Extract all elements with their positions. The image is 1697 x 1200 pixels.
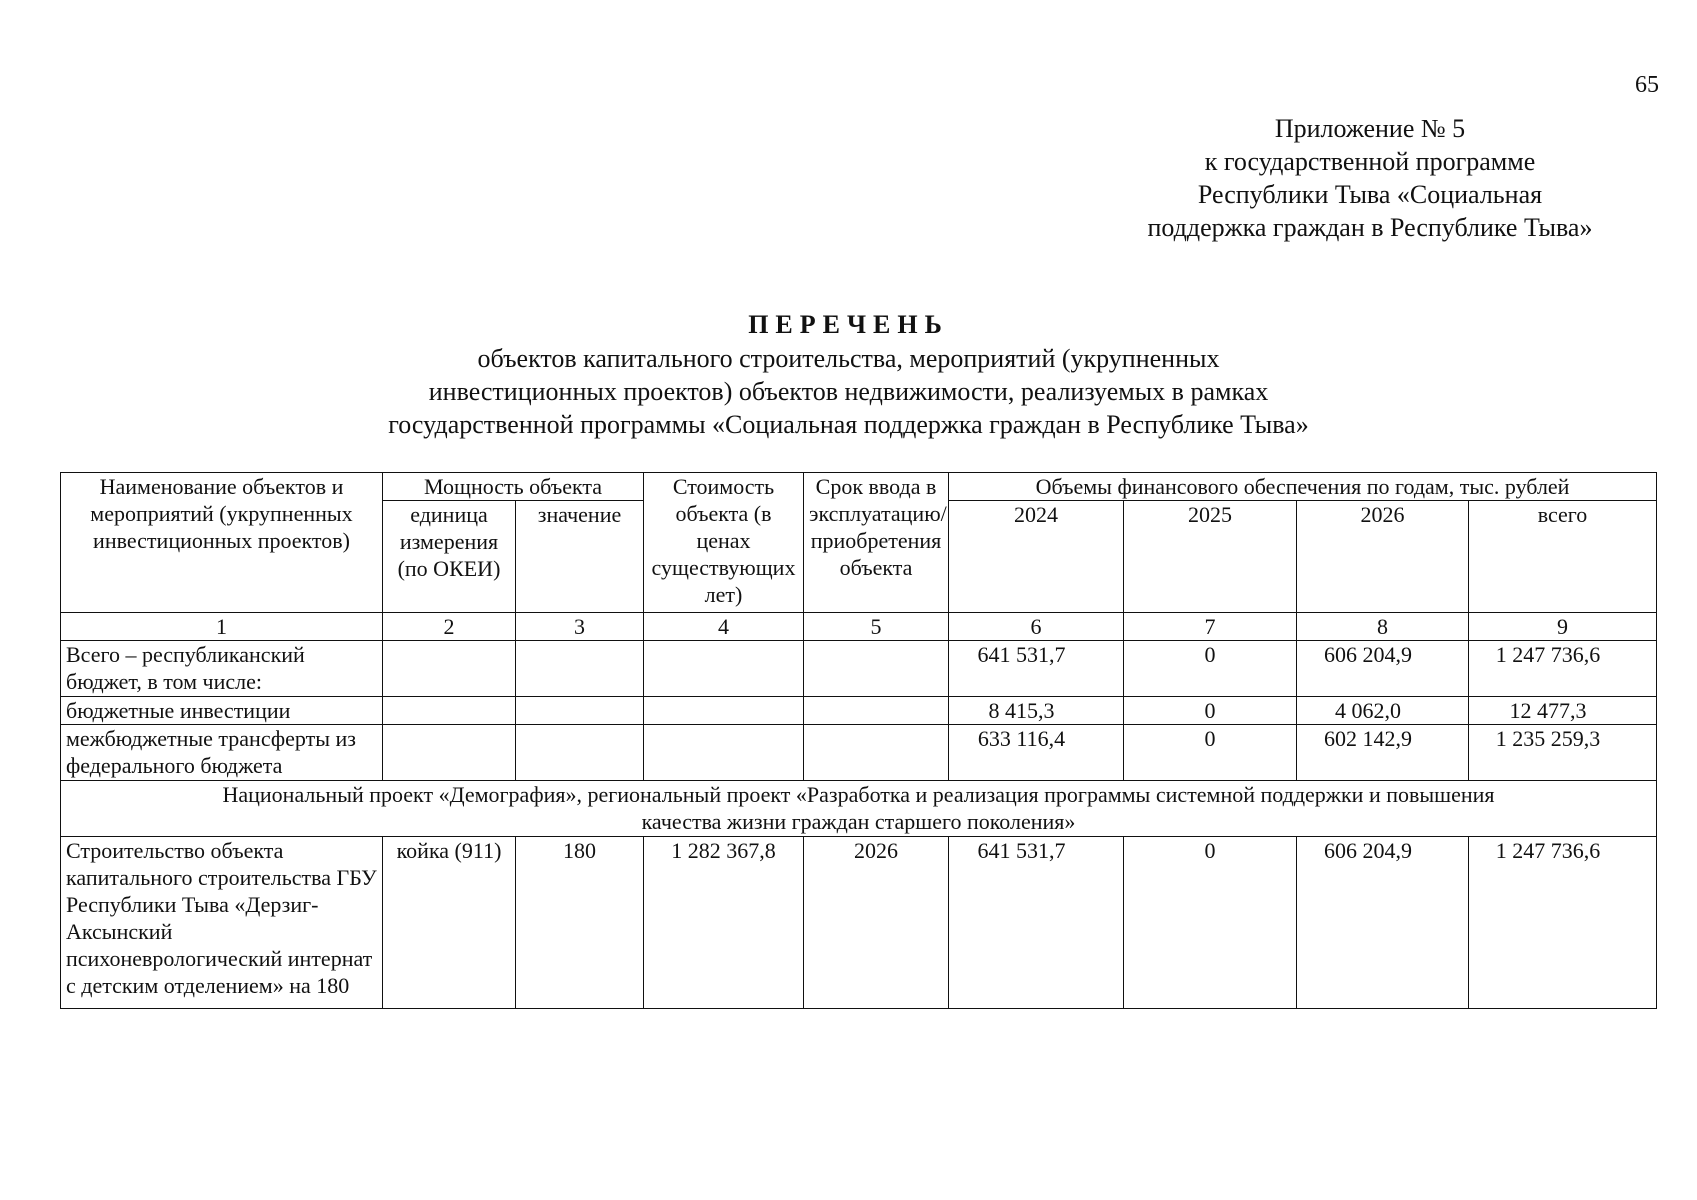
row-cost (644, 697, 804, 725)
row-term (804, 725, 949, 781)
header-year-2025: 2025 (1124, 501, 1297, 613)
table-row (61, 641, 1657, 697)
row-term (804, 641, 949, 697)
project-unit: койка (911) (383, 837, 516, 1009)
row-total: 1 235 259,3 (1469, 725, 1657, 781)
row-unit (383, 725, 516, 781)
header-term: Срок ввода в эксплуатацию/ приобретения объекта (804, 473, 949, 613)
row-2025: 0 (1124, 697, 1297, 725)
objects-table (60, 472, 1657, 1009)
header-value: значение (516, 501, 644, 613)
row-2026: 4 062,0 (1297, 697, 1469, 725)
project-2024: 641 531,7 (949, 837, 1124, 1009)
project-row (61, 837, 1657, 1009)
column-number: 8 (1297, 613, 1469, 641)
title-line: инвестиционных проектов) объектов недвижимости, реализуемых в рамках (428, 377, 1269, 406)
row-2025: 0 (1124, 641, 1297, 697)
header-row (61, 473, 1657, 501)
row-unit (383, 641, 516, 697)
project-cost: 1 282 367,8 (644, 837, 804, 1009)
column-number: 2 (383, 613, 516, 641)
header-unit: единица измерения (по ОКЕИ) (383, 501, 516, 613)
header-year-2024: 2024 (949, 501, 1124, 613)
section-row (61, 781, 1657, 837)
row-term (804, 697, 949, 725)
project-term: 2026 (804, 837, 949, 1009)
document-title (0, 308, 1697, 441)
project-name: Строительство объекта капитального строительства ГБУ Республики Тыва «Дерзиг-Аксынский психоневрологический интернат с детским отделением» на 180 (61, 837, 383, 1009)
table-row (61, 697, 1657, 725)
title-line: объектов капитального строительства, мероприятий (укрупненных (477, 344, 1220, 373)
row-cost (644, 641, 804, 697)
row-total: 12 477,3 (1469, 697, 1657, 725)
table-row (61, 725, 1657, 781)
section-title: Национальный проект «Демография», региональный проект «Разработка и реализация программы системной поддержки и повышения качества жизни граждан старшего поколения» (61, 781, 1657, 837)
column-number: 1 (61, 613, 383, 641)
appendix-line: Республики Тыва «Социальная (1197, 180, 1543, 209)
header-year-2026: 2026 (1297, 501, 1469, 613)
appendix-line: к государственной программе (1204, 147, 1536, 176)
appendix-note (1110, 112, 1630, 244)
appendix-line: Приложение № 5 (1274, 114, 1466, 143)
page-number: 65 (1635, 72, 1659, 98)
column-number: 7 (1124, 613, 1297, 641)
project-value: 180 (516, 837, 644, 1009)
header-financing: Объемы финансового обеспечения по годам, тыс. рублей (949, 473, 1657, 501)
column-number: 5 (804, 613, 949, 641)
header-name: Наименование объектов и мероприятий (укрупненных инвестиционных проектов) (61, 473, 383, 613)
row-2024: 8 415,3 (949, 697, 1124, 725)
row-unit (383, 697, 516, 725)
project-2026: 606 204,9 (1297, 837, 1469, 1009)
row-value (516, 641, 644, 697)
row-name: Всего – республиканский бюджет, в том числе: (61, 641, 383, 697)
row-2026: 606 204,9 (1297, 641, 1469, 697)
project-total: 1 247 736,6 (1469, 837, 1657, 1009)
row-2025: 0 (1124, 725, 1297, 781)
title-heading: ПЕРЕЧЕНЬ (748, 310, 949, 339)
row-name: межбюджетные трансферты из федерального бюджета (61, 725, 383, 781)
row-name: бюджетные инвестиции (61, 697, 383, 725)
row-value (516, 725, 644, 781)
row-2026: 602 142,9 (1297, 725, 1469, 781)
column-number: 6 (949, 613, 1124, 641)
row-2024: 641 531,7 (949, 641, 1124, 697)
header-capacity: Мощность объекта (383, 473, 644, 501)
project-2025: 0 (1124, 837, 1297, 1009)
column-number: 9 (1469, 613, 1657, 641)
header-cost: Стоимость объекта (в ценах существующих лет) (644, 473, 804, 613)
row-total: 1 247 736,6 (1469, 641, 1657, 697)
column-number: 3 (516, 613, 644, 641)
title-line: государственной программы «Социальная поддержка граждан в Республике Тыва» (388, 410, 1309, 439)
row-cost (644, 725, 804, 781)
header-total: всего (1469, 501, 1657, 613)
row-2024: 633 116,4 (949, 725, 1124, 781)
column-number: 4 (644, 613, 804, 641)
row-value (516, 697, 644, 725)
appendix-line: поддержка граждан в Республике Тыва» (1147, 213, 1593, 242)
column-number-row (61, 613, 1657, 641)
